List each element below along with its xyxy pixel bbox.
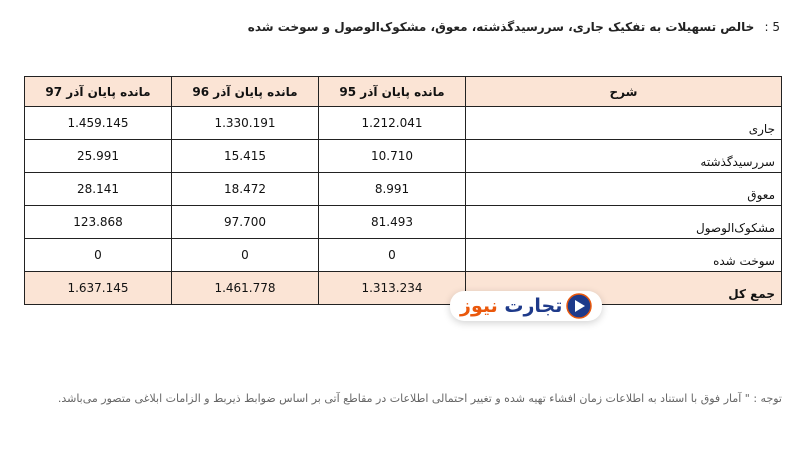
cell-value: 0: [172, 239, 319, 272]
table-row: [25, 173, 782, 206]
cell-value: 15.415: [172, 140, 319, 173]
cell-value: 25.991: [25, 140, 172, 173]
cell-value: 18.472: [172, 173, 319, 206]
cell-value: 1.212.041: [319, 107, 466, 140]
play-arrow-icon: [566, 293, 592, 319]
table-header-row: [25, 77, 782, 107]
cell-value: 97.700: [172, 206, 319, 239]
header-azar-95: مانده پایان آذر 95: [319, 77, 466, 107]
cell-value: 1.330.191: [172, 107, 319, 140]
row-label: جاری: [466, 107, 782, 140]
table-total-row: [25, 272, 782, 305]
section-number: 5 :: [764, 20, 780, 34]
logo-text-primary: تجارت: [504, 295, 563, 317]
row-label: سررسیدگذشته: [466, 140, 782, 173]
cell-value: 8.991: [319, 173, 466, 206]
total-value: 1.461.778: [172, 272, 319, 305]
row-label: مشکوک‌الوصول: [466, 206, 782, 239]
table-row: [25, 239, 782, 272]
cell-value: 123.868: [25, 206, 172, 239]
cell-value: 81.493: [319, 206, 466, 239]
header-azar-97: مانده پایان آذر 97: [25, 77, 172, 107]
header-description: شرح: [466, 77, 782, 107]
cell-value: 10.710: [319, 140, 466, 173]
total-label: جمع کل: [466, 272, 782, 305]
total-value: 1.313.234: [319, 272, 466, 305]
cell-value: 0: [319, 239, 466, 272]
cell-value: 1.459.145: [25, 107, 172, 140]
table-row: [25, 140, 782, 173]
header-azar-96: مانده پایان آذر 96: [172, 77, 319, 107]
logo-text-accent: نیوز: [460, 295, 498, 317]
row-label: سوخت شده: [466, 239, 782, 272]
footnote: توجه : " آمار فوق با استناد به اطلاعات زمان افشاء تهیه شده و تغییر احتمالی اطلاعات در مقاطع آتی بر اساس ضوابط ذیربط و الزامات ابلاغی متصور می‌باشد.: [57, 392, 782, 405]
watermark-logo: [450, 291, 602, 321]
page-title: [20, 20, 780, 34]
section-title: خالص تسهیلات به تفکیک جاری، سررسیدگذشته، معوق، مشکوک‌الوصول و سوخت شده: [247, 20, 755, 34]
table-row: [25, 107, 782, 140]
facilities-table: [24, 76, 782, 305]
table-row: [25, 206, 782, 239]
total-value: 1.637.145: [25, 272, 172, 305]
row-label: معوق: [466, 173, 782, 206]
cell-value: 0: [25, 239, 172, 272]
cell-value: 28.141: [25, 173, 172, 206]
